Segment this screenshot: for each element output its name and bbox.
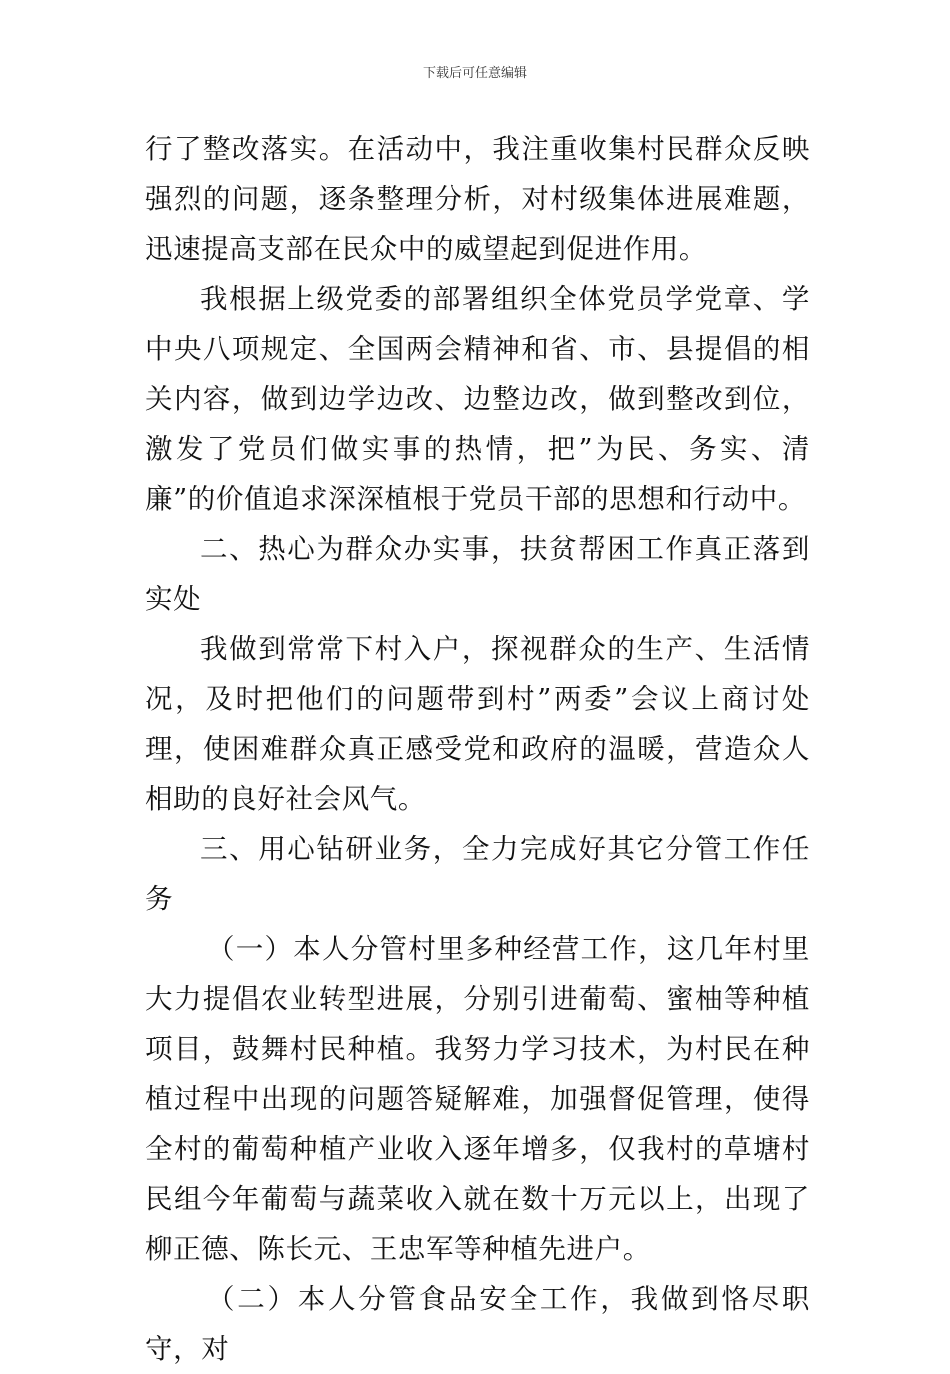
section-heading-2: 二、热心为群众办实事，扶贫帮困工作真正落到实处 (145, 533, 810, 615)
paragraph-continuation: 行了整改落实。在活动中，我注重收集村民群众反映强烈的问题，逐条整理分析，对村级集体进展难题，迅速提高支部在民众中的威望起到促进作用。 (145, 133, 810, 265)
paragraph-visits: 我做到常常下村入户，探视群众的生产、生活情况，及时把他们的问题带到村”两委”会议上商讨处理，使困难群众真正感受党和政府的温暖，营造众人相助的良好社会风气。 (145, 633, 810, 815)
section-heading-3: 三、用心钻研业务，全力完成好其它分管工作任务 (145, 833, 810, 915)
paragraph-study: 我根据上级党委的部署组织全体党员学党章、学中央八项规定、全国两会精神和省、市、县提倡的相关内容，做到边学边改、边整边改，做到整改到位，激发了党员们做实事的热情，把”为民、务实、清廉”的价值追求深深植根于党员干部的思想和行动中。 (145, 283, 810, 515)
paragraph-subsection-2: （二）本人分管食品安全工作，我做到恪尽职守，对 (145, 1283, 810, 1365)
document-body (145, 124, 810, 1374)
paragraph-subsection-1: （一）本人分管村里多种经营工作，这几年村里大力提倡农业转型进展，分别引进葡萄、蜜柚等种植项目，鼓舞村民种植。我努力学习技术，为村民在种植过程中出现的问题答疑解难，加强督促管理，使得全村的葡萄种植产业收入逐年增多，仅我村的草塘村民组今年葡萄与蔬菜收入就在数十万元以上，出现了柳正德、陈长元、王忠军等种植先进户。 (145, 933, 810, 1265)
page-header-note: 下载后可任意编辑 (422, 66, 527, 81)
